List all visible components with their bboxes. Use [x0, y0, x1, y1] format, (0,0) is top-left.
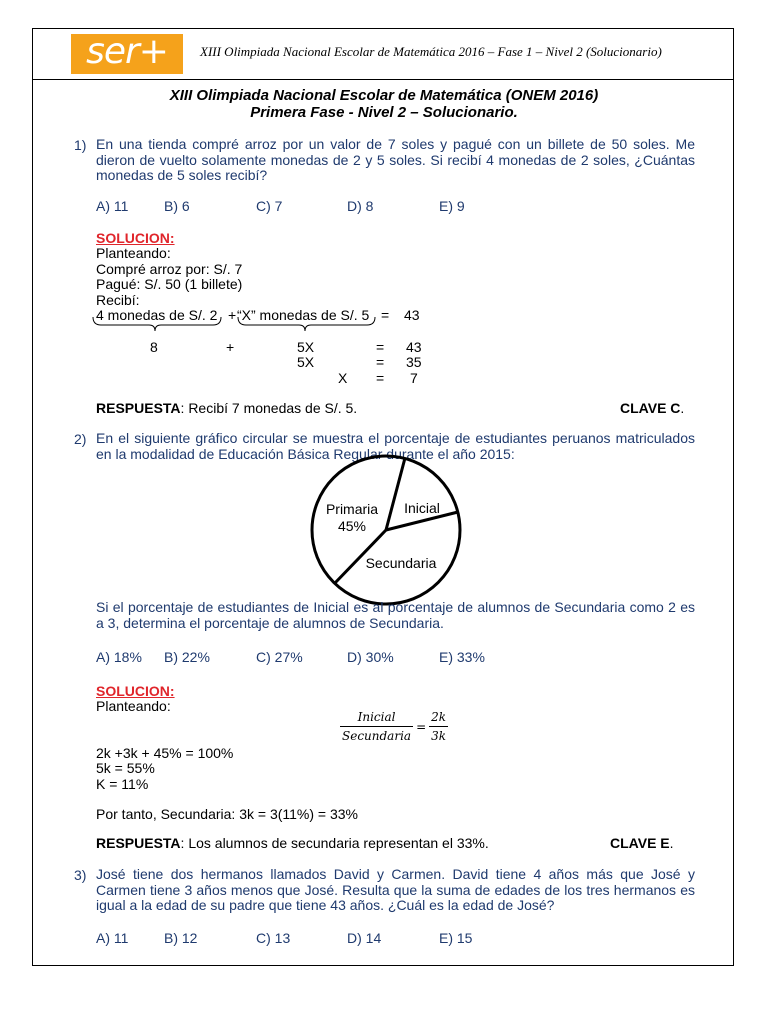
fraction-left-numerator: Inicial — [357, 710, 396, 724]
q2-sol-line: K = 11% — [96, 776, 149, 792]
q2-answer — [96, 835, 489, 851]
q1-clave-label: CLAVE C — [620, 400, 681, 416]
q2-sol-line: 2k +3k + 45% = 100% — [96, 745, 234, 761]
q3-number: 3) — [74, 867, 87, 883]
q1-option-a: A) 11 — [96, 198, 129, 214]
q2-por-tanto: Por tanto, Secundaria: 3k = 3(11%) = 33% — [96, 806, 359, 822]
q2-clave — [610, 835, 674, 851]
q2-option-a: A) 18% — [96, 649, 142, 665]
q2-option-e: E) 33% — [439, 649, 485, 665]
q1-row1-eq: = — [376, 339, 385, 355]
q2-option-d: D) 30% — [347, 649, 394, 665]
q2-option-c: C) 27% — [256, 649, 303, 665]
q3-option-b: B) 12 — [164, 930, 198, 946]
q1-sol-line: Recibí: — [96, 292, 140, 308]
q1-sol-line: Planteando: — [96, 245, 171, 261]
q2-solution-title: SOLUCION: — [96, 683, 175, 699]
q1-sol-line: Compré arroz por: S/. 7 — [96, 261, 243, 277]
q1-row1-plus: + — [226, 339, 235, 355]
fraction-right — [429, 710, 448, 743]
q1-option-e: E) 9 — [439, 198, 465, 214]
pie-label-inicial: Inicial — [404, 500, 440, 516]
pie-value-primaria: 45% — [337, 518, 367, 534]
q1-row2-b: 5X — [297, 354, 315, 370]
q1-answer-text: : Recibí 7 monedas de S/. 5. — [180, 400, 358, 416]
q3-option-e: E) 15 — [439, 930, 473, 946]
q1-row2-eq: = — [376, 354, 385, 370]
q1-row3-c: 7 — [410, 370, 418, 386]
q1-clave-dot: . — [680, 400, 685, 416]
q2-number: 2) — [74, 431, 87, 447]
q1-option-c: C) 7 — [256, 198, 283, 214]
document-title: XIII Olimpiada Nacional Escolar de Matemática (ONEM 2016) — [169, 87, 599, 104]
q2-clave-label: CLAVE E — [610, 835, 670, 851]
q1-option-d: D) 8 — [347, 198, 374, 214]
q1-sol-line: Pagué: S/. 50 (1 billete) — [96, 276, 243, 292]
logo-text: ser+ — [86, 31, 168, 72]
q2-text-2: Si el porcentaje de estudiantes de Inicial es al porcentaje de alumnos de Secundaria como 2 es a 3, determina el porcentaje de alumnos de Secundaria. — [96, 599, 695, 631]
q3-option-c: C) 13 — [256, 930, 291, 946]
q1-row3-b: X — [338, 370, 348, 386]
fraction-left — [340, 710, 413, 743]
q1-option-b: B) 6 — [164, 198, 190, 214]
q3-text: José tiene dos hermanos llamados David y Carmen. David tiene 4 años más que José y Carmen tiene 3 años menos que José. Resulta que la suma de edades de los tres hermanos es igual a la edad de su padre que tiene 43 años. ¿Cuál es la edad de José? — [96, 866, 695, 913]
fraction-left-denominator: Secundaria — [342, 729, 412, 743]
fraction-right-numerator: 2k — [431, 710, 447, 724]
q2-sol-line: 5k = 55% — [96, 760, 155, 776]
q2-planteando: Planteando: — [96, 698, 171, 714]
q1-row2-c: 35 — [406, 354, 422, 370]
q1-row1-c: 43 — [406, 339, 422, 355]
pie-label-primaria: Primaria — [325, 501, 379, 517]
q2-clave-dot: . — [669, 835, 674, 851]
fraction-equals: = — [416, 719, 427, 734]
pie-label-secundaria: Secundaria — [365, 555, 437, 571]
q1-eq-term2: “X” monedas de S/. 5 — [237, 307, 370, 323]
pie-divider-inicial — [386, 458, 405, 530]
fraction-bar — [429, 726, 448, 727]
document-subtitle: Primera Fase - Nivel 2 – Solucionario. — [250, 104, 518, 121]
q1-eq-term1: 4 monedas de S/. 2 — [96, 307, 218, 323]
q2-answer-label: RESPUESTA — [96, 835, 181, 851]
q1-row1-b: 5X — [297, 339, 315, 355]
q1-row3-eq: = — [376, 370, 385, 386]
q2-option-b: B) 22% — [164, 649, 210, 665]
q1-text: En una tienda compré arroz por un valor de 7 soles y pagué con un billete de 50 soles. Me dieron de vuelto solamente monedas de 2 y 5 soles. Si recibí 4 monedas de 2 soles, ¿Cuántas monedas de 5 soles recibí? — [96, 136, 695, 183]
q1-answer-label: RESPUESTA — [96, 400, 181, 416]
q2-text: En el siguiente gráfico circular se muestra el porcentaje de estudiantes peruanos matriculados en la modalidad de Educación Básica Regular durante el año 2015: — [96, 430, 695, 462]
q1-eq-equals: = — [381, 307, 390, 323]
q1-number: 1) — [74, 137, 87, 153]
fraction-bar — [340, 726, 413, 727]
q2-answer-text: : Los alumnos de secundaria representan el 33%. — [180, 835, 489, 851]
q1-eq-plus: + — [228, 307, 237, 323]
q1-eq-rhs: 43 — [404, 307, 420, 323]
q1-row1-a: 8 — [150, 339, 158, 355]
q3-option-a: A) 11 — [96, 930, 129, 946]
q2-ratio-equation — [340, 710, 448, 743]
q1-solution-title: SOLUCION: — [96, 230, 175, 246]
q3-option-d: D) 14 — [347, 930, 382, 946]
fraction-right-denominator: 3k — [431, 729, 447, 743]
running-title: XIII Olimpiada Nacional Escolar de Matemática 2016 – Fase 1 – Nivel 2 (Solucionario) — [200, 44, 662, 59]
